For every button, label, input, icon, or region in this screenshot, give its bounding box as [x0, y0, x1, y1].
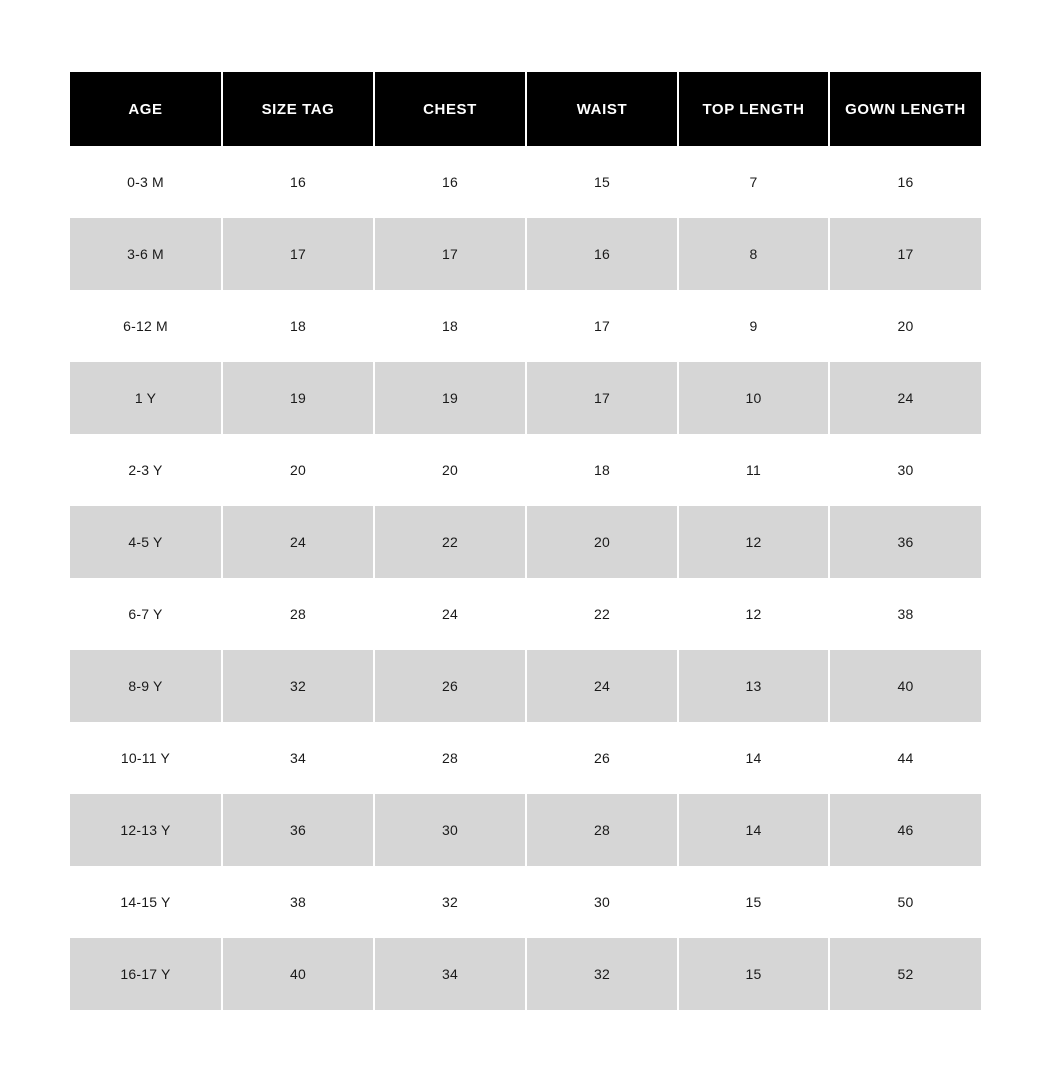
cell-size-tag: 28 — [222, 578, 374, 650]
cell-top-length: 9 — [678, 290, 829, 362]
cell-top-length: 14 — [678, 794, 829, 866]
cell-chest: 19 — [374, 362, 526, 434]
cell-waist: 16 — [526, 218, 678, 290]
cell-top-length: 10 — [678, 362, 829, 434]
column-header-top-length: TOP LENGTH — [678, 72, 829, 146]
cell-size-tag: 20 — [222, 434, 374, 506]
cell-waist: 24 — [526, 650, 678, 722]
cell-waist: 17 — [526, 290, 678, 362]
table-row — [70, 290, 981, 362]
cell-age: 3-6 M — [70, 218, 222, 290]
cell-waist: 22 — [526, 578, 678, 650]
cell-waist: 20 — [526, 506, 678, 578]
cell-chest: 20 — [374, 434, 526, 506]
cell-chest: 22 — [374, 506, 526, 578]
cell-waist: 15 — [526, 146, 678, 218]
cell-waist: 26 — [526, 722, 678, 794]
cell-gown-length: 36 — [829, 506, 981, 578]
cell-chest: 30 — [374, 794, 526, 866]
cell-gown-length: 46 — [829, 794, 981, 866]
cell-gown-length: 38 — [829, 578, 981, 650]
cell-size-tag: 18 — [222, 290, 374, 362]
cell-chest: 18 — [374, 290, 526, 362]
cell-chest: 16 — [374, 146, 526, 218]
column-header-size-tag: SIZE TAG — [222, 72, 374, 146]
cell-age: 6-12 M — [70, 290, 222, 362]
cell-size-tag: 38 — [222, 866, 374, 938]
column-header-waist: WAIST — [526, 72, 678, 146]
table-header-row — [70, 72, 981, 146]
cell-top-length: 13 — [678, 650, 829, 722]
table-row — [70, 578, 981, 650]
cell-waist: 28 — [526, 794, 678, 866]
cell-gown-length: 30 — [829, 434, 981, 506]
cell-chest: 26 — [374, 650, 526, 722]
table-body — [70, 146, 981, 1010]
cell-size-tag: 36 — [222, 794, 374, 866]
cell-age: 2-3 Y — [70, 434, 222, 506]
cell-chest: 28 — [374, 722, 526, 794]
cell-age: 8-9 Y — [70, 650, 222, 722]
cell-age: 0-3 M — [70, 146, 222, 218]
table-row — [70, 362, 981, 434]
cell-age: 6-7 Y — [70, 578, 222, 650]
cell-age: 10-11 Y — [70, 722, 222, 794]
cell-size-tag: 19 — [222, 362, 374, 434]
cell-gown-length: 16 — [829, 146, 981, 218]
cell-top-length: 14 — [678, 722, 829, 794]
cell-chest: 32 — [374, 866, 526, 938]
cell-age: 12-13 Y — [70, 794, 222, 866]
cell-size-tag: 40 — [222, 938, 374, 1010]
size-chart-table-wrapper — [70, 72, 981, 1010]
column-header-chest: CHEST — [374, 72, 526, 146]
cell-size-tag: 32 — [222, 650, 374, 722]
cell-top-length: 12 — [678, 506, 829, 578]
cell-gown-length: 40 — [829, 650, 981, 722]
cell-size-tag: 34 — [222, 722, 374, 794]
table-row — [70, 938, 981, 1010]
cell-age: 4-5 Y — [70, 506, 222, 578]
table-row — [70, 434, 981, 506]
cell-waist: 32 — [526, 938, 678, 1010]
cell-top-length: 15 — [678, 866, 829, 938]
cell-waist: 30 — [526, 866, 678, 938]
cell-age: 14-15 Y — [70, 866, 222, 938]
cell-gown-length: 20 — [829, 290, 981, 362]
cell-gown-length: 44 — [829, 722, 981, 794]
cell-top-length: 15 — [678, 938, 829, 1010]
cell-waist: 18 — [526, 434, 678, 506]
table-row — [70, 722, 981, 794]
cell-top-length: 8 — [678, 218, 829, 290]
table-row — [70, 218, 981, 290]
cell-gown-length: 24 — [829, 362, 981, 434]
cell-top-length: 12 — [678, 578, 829, 650]
cell-age: 16-17 Y — [70, 938, 222, 1010]
cell-age: 1 Y — [70, 362, 222, 434]
cell-chest: 24 — [374, 578, 526, 650]
table-row — [70, 650, 981, 722]
cell-gown-length: 52 — [829, 938, 981, 1010]
column-header-age: AGE — [70, 72, 222, 146]
table-row — [70, 146, 981, 218]
cell-top-length: 11 — [678, 434, 829, 506]
cell-size-tag: 17 — [222, 218, 374, 290]
size-chart-table — [70, 72, 981, 1010]
cell-size-tag: 16 — [222, 146, 374, 218]
cell-chest: 34 — [374, 938, 526, 1010]
table-row — [70, 506, 981, 578]
cell-waist: 17 — [526, 362, 678, 434]
cell-size-tag: 24 — [222, 506, 374, 578]
table-row — [70, 866, 981, 938]
table-header — [70, 72, 981, 146]
column-header-gown-length: GOWN LENGTH — [829, 72, 981, 146]
cell-chest: 17 — [374, 218, 526, 290]
cell-top-length: 7 — [678, 146, 829, 218]
cell-gown-length: 17 — [829, 218, 981, 290]
cell-gown-length: 50 — [829, 866, 981, 938]
table-row — [70, 794, 981, 866]
